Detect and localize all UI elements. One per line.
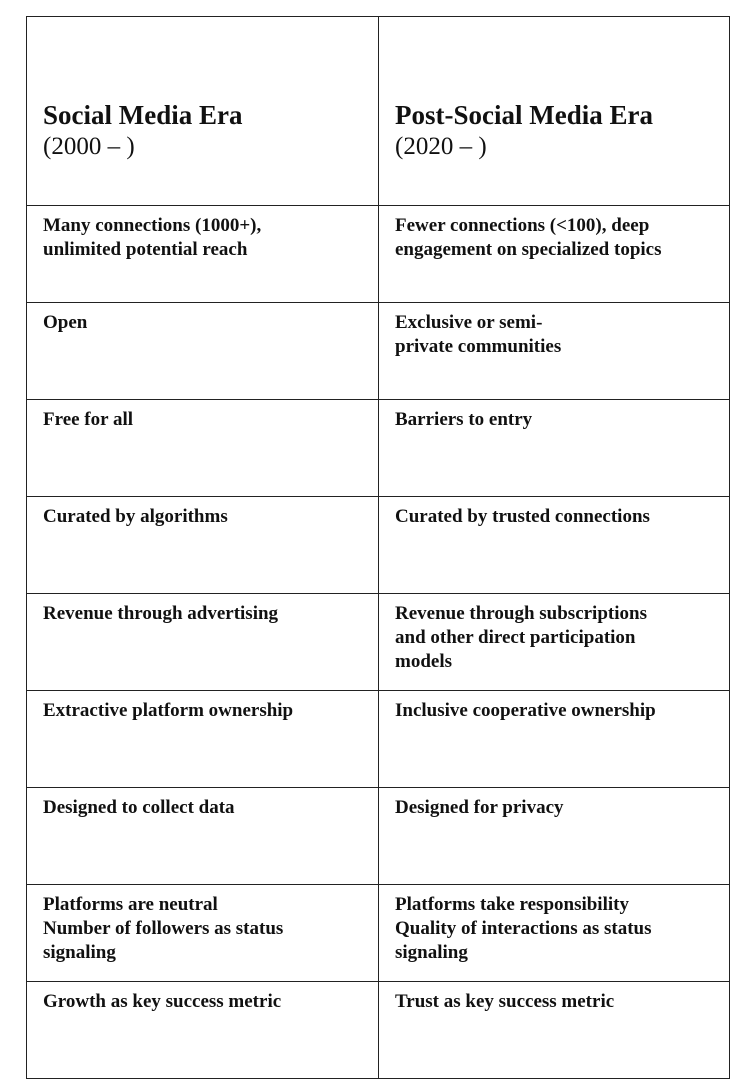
cell-social-media-era — [27, 400, 379, 497]
cell-post-social-media-era — [379, 982, 730, 1079]
cell-text: Exclusive or semi- private communities — [395, 312, 562, 357]
cell-text: Inclusive cooperative ownership — [395, 700, 656, 721]
cell-text: Fewer connections (<100), deep engagement on specialized topics — [395, 215, 662, 260]
cell-social-media-era — [27, 788, 379, 885]
cell-social-media-era — [27, 206, 379, 303]
cell-social-media-era — [27, 497, 379, 594]
table-row — [27, 788, 730, 885]
table-row — [27, 497, 730, 594]
header-years: (2020 – ) — [395, 133, 487, 160]
table-row — [27, 303, 730, 400]
table-row — [27, 982, 730, 1079]
cell-social-media-era — [27, 982, 379, 1079]
header-years: (2000 – ) — [43, 133, 135, 160]
cell-post-social-media-era — [379, 497, 730, 594]
cell-post-social-media-era — [379, 885, 730, 982]
cell-text: Revenue through advertising — [43, 603, 279, 624]
cell-text: Barriers to entry — [395, 409, 533, 430]
cell-text: Designed for privacy — [395, 797, 564, 818]
cell-text: Revenue through subscriptions and other direct participation models — [395, 603, 647, 672]
cell-text: Free for all — [43, 409, 134, 430]
cell-text: Growth as key success metric — [43, 991, 282, 1012]
cell-post-social-media-era — [379, 400, 730, 497]
cell-text: Extractive platform ownership — [43, 700, 294, 721]
cell-text: Designed to collect data — [43, 797, 235, 818]
cell-text: Platforms are neutral Number of followers as status signaling — [43, 894, 284, 963]
cell-text: Curated by algorithms — [43, 506, 228, 527]
table-row — [27, 885, 730, 982]
table-row — [27, 594, 730, 691]
cell-post-social-media-era — [379, 594, 730, 691]
cell-text: Many connections (1000+), unlimited potential reach — [43, 215, 262, 260]
header-cell-post-social-media-era — [379, 17, 730, 206]
table-row — [27, 400, 730, 497]
cell-social-media-era — [27, 303, 379, 400]
cell-post-social-media-era — [379, 788, 730, 885]
cell-social-media-era — [27, 691, 379, 788]
cell-post-social-media-era — [379, 206, 730, 303]
table-row — [27, 206, 730, 303]
header-title: Post-Social Media Era — [395, 100, 653, 130]
header-row — [27, 17, 730, 206]
cell-social-media-era — [27, 885, 379, 982]
table-row — [27, 691, 730, 788]
cell-text: Trust as key success metric — [395, 991, 615, 1012]
header-title: Social Media Era — [43, 100, 243, 130]
cell-text: Platforms take responsibility Quality of interactions as status signaling — [395, 894, 652, 963]
cell-post-social-media-era — [379, 303, 730, 400]
cell-post-social-media-era — [379, 691, 730, 788]
comparison-table — [26, 16, 730, 1079]
cell-social-media-era — [27, 594, 379, 691]
cell-text: Curated by trusted connections — [395, 506, 650, 527]
header-cell-social-media-era — [27, 17, 379, 206]
cell-text: Open — [43, 312, 88, 333]
